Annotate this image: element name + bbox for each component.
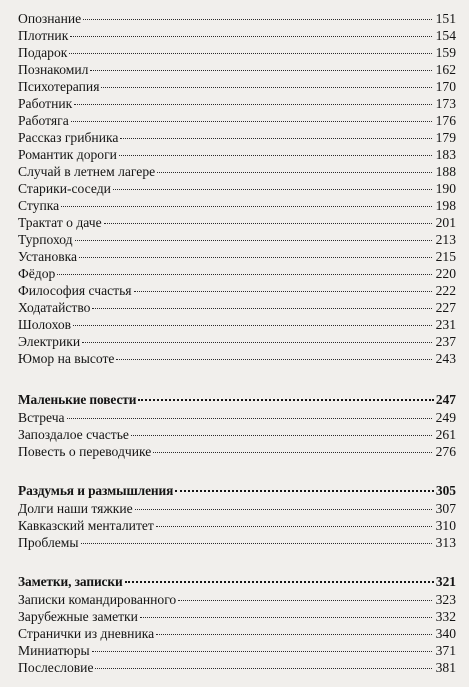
toc-entry	[18, 78, 456, 95]
toc-entry	[18, 214, 456, 231]
toc-entry	[18, 316, 456, 333]
toc-entry-page: 249	[435, 410, 456, 425]
section-title: Раздумья и размышления	[18, 483, 174, 498]
toc-entry-page: 227	[435, 300, 456, 315]
toc-entry-page: 340	[435, 626, 456, 641]
toc-entry	[18, 333, 456, 350]
toc-entry	[18, 299, 456, 316]
toc-entry-page: 176	[435, 113, 456, 128]
toc-entry	[18, 231, 456, 248]
toc-section	[18, 391, 456, 460]
toc-entry-title: Электрики	[18, 334, 81, 349]
toc-entry	[18, 659, 456, 676]
section-title: Маленькие повести	[18, 392, 137, 407]
toc-entry-title: Проблемы	[18, 535, 79, 550]
toc-entry	[18, 282, 456, 299]
section-page: 247	[435, 392, 456, 407]
section-page: 305	[435, 483, 456, 498]
leader-dots	[135, 509, 432, 510]
leader-dots	[116, 359, 432, 360]
leader-dots	[138, 399, 434, 401]
toc-entry-title: Старики-соседи	[18, 181, 111, 196]
leader-dots	[153, 452, 432, 453]
toc-entry-title: Философия счастья	[18, 283, 132, 298]
section-heading	[18, 391, 456, 409]
toc-entry-title: Установка	[18, 249, 78, 264]
toc-entry-page: 183	[435, 147, 456, 162]
section-page: 321	[435, 574, 456, 589]
toc-section	[18, 482, 456, 551]
leader-dots	[157, 172, 432, 173]
leader-dots	[82, 342, 432, 343]
leader-dots	[73, 325, 432, 326]
leader-dots	[75, 240, 432, 241]
toc-entry-title: Миниатюры	[18, 643, 90, 658]
toc-entry-title: Плотник	[18, 28, 69, 43]
toc-entry-title: Работник	[18, 96, 73, 111]
leader-dots	[119, 155, 432, 156]
toc-entry-title: Познакомил	[18, 62, 89, 77]
toc-entry-title: Юмор на высоте	[18, 351, 115, 366]
toc-entry-page: 173	[435, 96, 456, 111]
toc-entry	[18, 500, 456, 517]
toc-entry	[18, 534, 456, 551]
toc-entry-title: Запоздалое счастье	[18, 427, 129, 442]
toc-entry-page: 215	[435, 249, 456, 264]
toc-entry-page: 151	[435, 11, 456, 26]
toc-entry-page: 261	[435, 427, 456, 442]
toc-entry-title: Ступка	[18, 198, 60, 213]
toc-entry-page: 220	[435, 266, 456, 281]
toc-entry-page: 188	[435, 164, 456, 179]
section-spacer	[18, 551, 456, 573]
toc-entry	[18, 44, 456, 61]
toc-entry	[18, 265, 456, 282]
toc-entry-title: Послесловие	[18, 660, 94, 675]
leader-dots	[67, 418, 432, 419]
section-spacer	[18, 460, 456, 482]
toc-entry-page: 162	[435, 62, 456, 77]
leader-dots	[57, 274, 432, 275]
leader-dots	[69, 53, 432, 54]
toc-entry-title: Психотерапия	[18, 79, 100, 94]
toc-entry-page: 201	[435, 215, 456, 230]
leader-dots	[92, 651, 432, 652]
toc-entry-title: Встреча	[18, 410, 65, 425]
toc-entry	[18, 95, 456, 112]
toc-entry	[18, 608, 456, 625]
toc-entry-page: 154	[435, 28, 456, 43]
leader-dots	[131, 435, 432, 436]
leader-dots	[81, 543, 432, 544]
toc-entry	[18, 625, 456, 642]
toc-entry	[18, 129, 456, 146]
toc-entry-title: Зарубежные заметки	[18, 609, 138, 624]
toc-entry-title: Странички из дневника	[18, 626, 155, 641]
leader-dots	[90, 70, 432, 71]
toc-entry-page: 198	[435, 198, 456, 213]
toc-entry-title: Турпоход	[18, 232, 73, 247]
toc-entry-title: Опознание	[18, 11, 82, 26]
toc-entry	[18, 112, 456, 129]
table-of-contents	[18, 10, 456, 676]
toc-entry-page: 307	[435, 501, 456, 516]
leader-dots	[156, 526, 432, 527]
toc-entry	[18, 180, 456, 197]
toc-entry-title: Работяга	[18, 113, 69, 128]
toc-entry	[18, 197, 456, 214]
toc-section	[18, 573, 456, 676]
leader-dots	[156, 634, 432, 635]
toc-entry-page: 179	[435, 130, 456, 145]
toc-entry-page: 323	[435, 592, 456, 607]
toc-entry	[18, 10, 456, 27]
toc-entry	[18, 248, 456, 265]
toc-entry-page: 159	[435, 45, 456, 60]
toc-entry	[18, 642, 456, 659]
toc-entry	[18, 517, 456, 534]
toc-entry	[18, 163, 456, 180]
toc-entry-page: 313	[435, 535, 456, 550]
toc-entry-page: 332	[435, 609, 456, 624]
toc-entry	[18, 146, 456, 163]
leader-dots	[92, 308, 432, 309]
leader-dots	[101, 87, 432, 88]
leader-dots	[104, 223, 432, 224]
leader-dots	[178, 600, 432, 601]
toc-entry-page: 276	[435, 444, 456, 459]
leader-dots	[113, 189, 432, 190]
toc-entry-page: 231	[435, 317, 456, 332]
leader-dots	[79, 257, 432, 258]
toc-entry	[18, 443, 456, 460]
leader-dots	[70, 36, 432, 37]
toc-entry-page: 243	[435, 351, 456, 366]
toc-entry-title: Долги наши тяжкие	[18, 501, 133, 516]
toc-entry-page: 371	[435, 643, 456, 658]
toc-entry-title: Шолохов	[18, 317, 72, 332]
toc-entry	[18, 27, 456, 44]
leader-dots	[140, 617, 432, 618]
toc-group-stories	[18, 10, 456, 367]
toc-entry-page: 310	[435, 518, 456, 533]
toc-entry-page: 190	[435, 181, 456, 196]
toc-entry-title: Ходатайство	[18, 300, 91, 315]
toc-entry-page: 170	[435, 79, 456, 94]
leader-dots	[71, 121, 432, 122]
toc-entry-page: 237	[435, 334, 456, 349]
leader-dots	[134, 291, 432, 292]
toc-entry-title: Романтик дороги	[18, 147, 117, 162]
toc-entry	[18, 591, 456, 608]
toc-entry	[18, 350, 456, 367]
toc-entry-page: 222	[435, 283, 456, 298]
toc-entry-title: Трактат о даче	[18, 215, 102, 230]
toc-entry-title: Кавказский менталитет	[18, 518, 154, 533]
toc-entry-title: Повесть о переводчике	[18, 444, 152, 459]
leader-dots	[125, 581, 434, 583]
toc-entry-title: Рассказ грибника	[18, 130, 119, 145]
toc-entry-title: Записки командированного	[18, 592, 177, 607]
section-spacer	[18, 367, 456, 391]
leader-dots	[175, 490, 434, 492]
toc-entry	[18, 426, 456, 443]
toc-entry	[18, 61, 456, 78]
toc-entry-title: Фёдор	[18, 266, 56, 281]
toc-entry-title: Случай в летнем лагере	[18, 164, 156, 179]
leader-dots	[83, 19, 432, 20]
toc-entry-title: Подарок	[18, 45, 68, 60]
section-title: Заметки, записки	[18, 574, 123, 589]
leader-dots	[120, 138, 432, 139]
section-heading	[18, 482, 456, 500]
toc-entry-page: 213	[435, 232, 456, 247]
leader-dots	[95, 668, 432, 669]
leader-dots	[74, 104, 432, 105]
toc-entry-page: 381	[435, 660, 456, 675]
toc-entry	[18, 409, 456, 426]
leader-dots	[61, 206, 432, 207]
section-heading	[18, 573, 456, 591]
